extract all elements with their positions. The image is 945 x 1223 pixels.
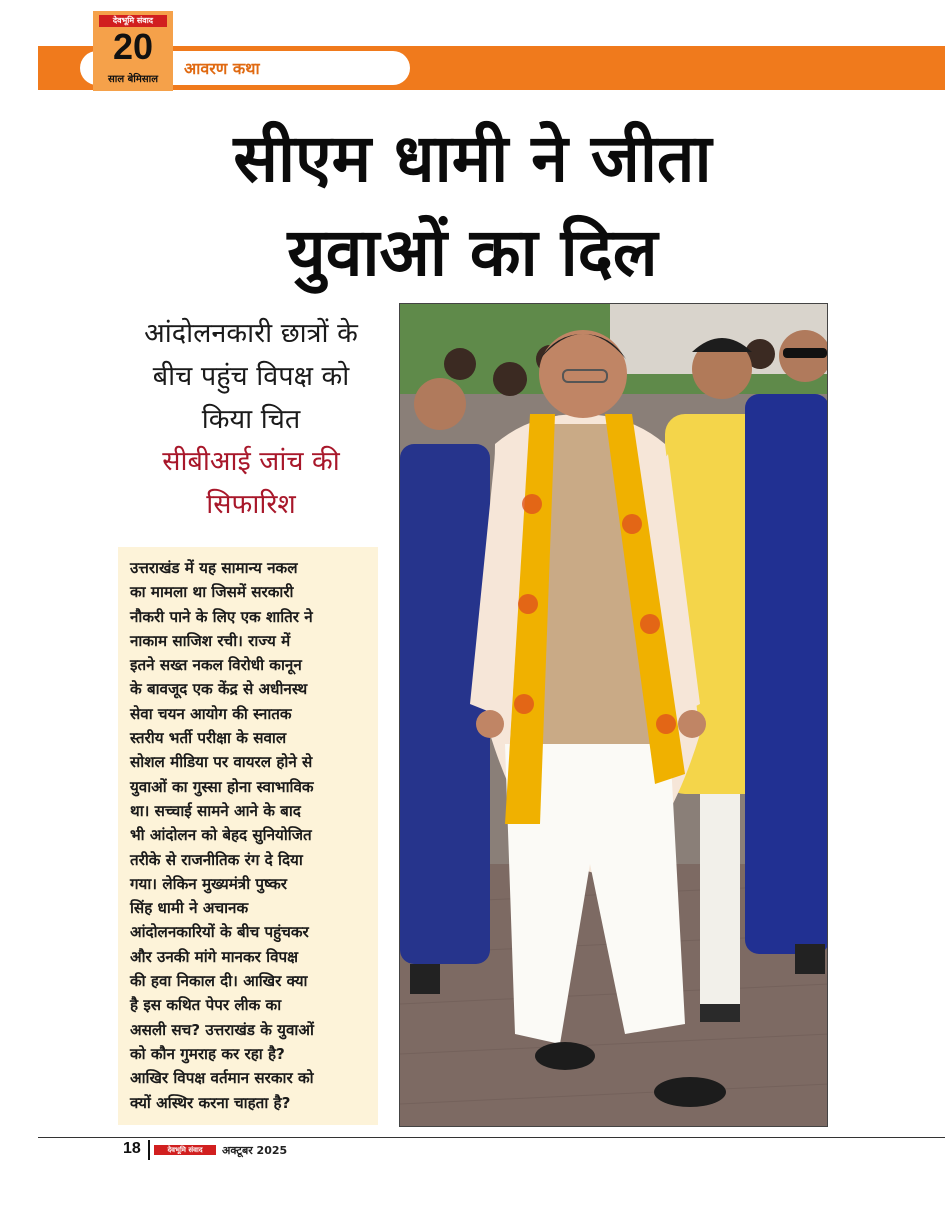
intro-line: की हवा निकाल दी। आखिर क्या — [130, 972, 308, 991]
footer-date: अक्टूबर 2025 — [222, 1144, 288, 1157]
subhead-line: आंदोलनकारी छात्रों के — [144, 318, 358, 349]
intro-line: आखिर विपक्ष वर्तमान सरकार को — [130, 1069, 314, 1088]
headline-line-2: युवाओं का दिल — [287, 214, 658, 291]
intro-line: सोशल मीडिया पर वायरल होने से — [130, 753, 313, 772]
highlight-line: सिफारिश — [206, 489, 296, 520]
cover-photo — [399, 303, 828, 1127]
intro-line: सेवा चयन आयोग की स्नातक — [130, 704, 292, 723]
intro-line: का मामला था जिसमें सरकारी — [130, 583, 294, 602]
intro-line: तरीके से राजनीतिक रंग दे दिया — [130, 850, 303, 869]
intro-line: इतने सख्त नकल विरोधी कानून — [130, 656, 302, 675]
subheadline-highlight — [120, 440, 382, 526]
intro-box — [118, 547, 378, 1125]
intro-line: सिंह धामी ने अचानक — [130, 899, 249, 918]
footer-magazine-logo: देवभूमि संवाद — [154, 1145, 216, 1155]
page-number: 18 — [123, 1140, 141, 1157]
footer-rule — [38, 1137, 945, 1138]
intro-line: क्यों अस्थिर करना चाहता है? — [130, 1093, 291, 1112]
footer-separator — [148, 1140, 150, 1160]
badge-caption: साल बेमिसाल — [107, 74, 159, 85]
section-label: आवरण कथा — [184, 59, 260, 78]
anniversary-badge — [93, 11, 173, 91]
intro-line: असली सच? उत्तराखंड के युवाओं — [130, 1020, 314, 1039]
badge-number: 20 — [112, 26, 154, 67]
intro-line: को कौन गुमराह कर रहा है? — [130, 1044, 285, 1063]
intro-line: था। सच्चाई सामने आने के बाद — [130, 801, 301, 820]
intro-line: के बावजूद एक केंद्र से अधीनस्थ — [130, 680, 308, 699]
intro-line: है इस कथित पेपर लीक का — [130, 996, 282, 1015]
photo-illustration — [400, 304, 828, 1127]
intro-line: गया। लेकिन मुख्यमंत्री पुष्कर — [130, 874, 287, 893]
intro-line: भी आंदोलन को बेहद सुनियोजित — [130, 826, 312, 845]
headline-line-1: सीएम धामी ने जीता — [233, 120, 712, 197]
page-headline — [60, 112, 885, 300]
intro-line: और उनकी मांगे मानकर विपक्ष — [130, 947, 299, 966]
intro-line: युवाओं का गुस्सा होना स्वाभाविक — [130, 777, 314, 796]
badge-magazine-logo: देवभूमि संवाद — [99, 15, 167, 27]
subhead-line: किया चित — [201, 404, 301, 435]
subhead-line: बीच पहुंच विपक्ष को — [152, 361, 350, 392]
intro-line: नाकाम साजिश रची। राज्य में — [130, 631, 291, 650]
highlight-line: सीबीआई जांच की — [162, 446, 340, 477]
intro-line: आंदोलनकारियों के बीच पहुंचकर — [130, 923, 309, 942]
subheadline — [120, 312, 382, 441]
intro-line: नौकरी पाने के लिए एक शातिर ने — [130, 607, 313, 626]
intro-line: उत्तराखंड में यह सामान्य नकल — [130, 559, 298, 577]
intro-line: स्तरीय भर्ती परीक्षा के सवाल — [130, 729, 287, 748]
